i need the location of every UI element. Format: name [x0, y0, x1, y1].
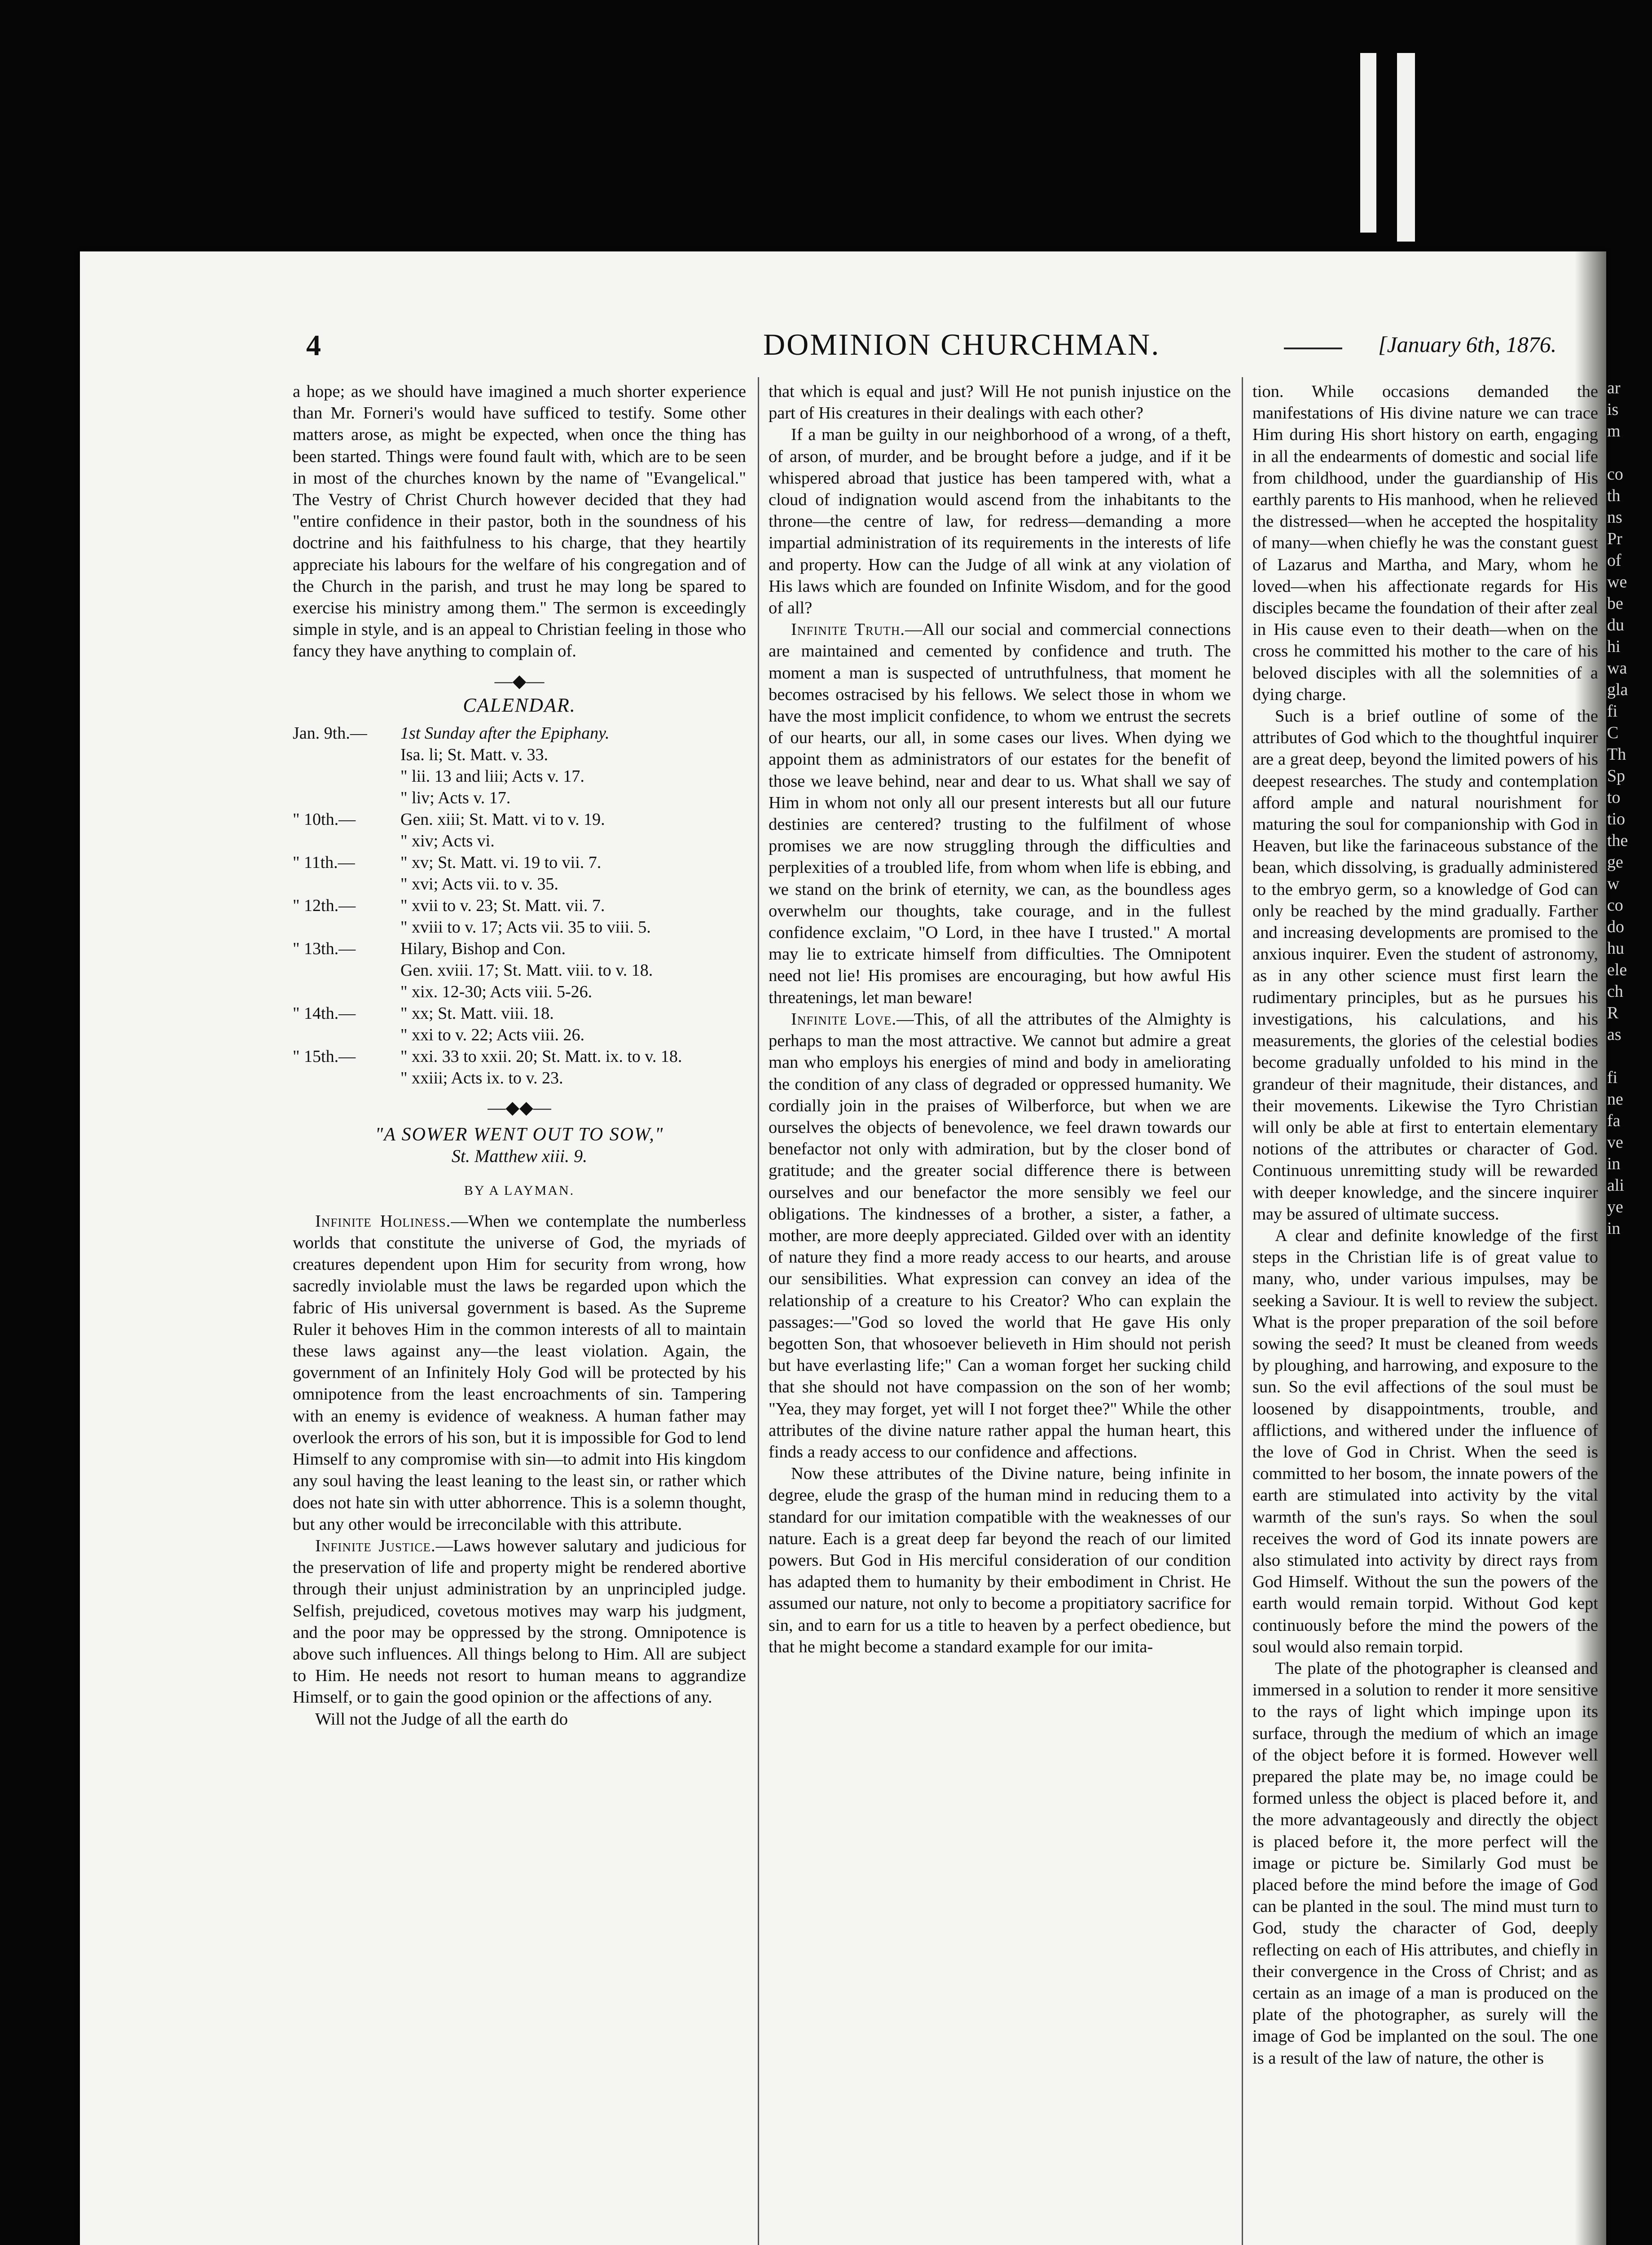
section-heading: Infinite Holiness. [315, 1211, 451, 1231]
ornament-divider: —◆— [494, 670, 545, 691]
edge-fragment: du [1607, 616, 1624, 634]
section-heading: Infinite Justice. [315, 1536, 436, 1555]
edge-fragment: do [1607, 917, 1624, 936]
article-paragraph: If a man be guilty in our neighborhood of a wrong, of a theft, of arson, of murder, and be brought before a judge, and if it be whispered abroad that justice has been tampered with, what a cloud of indignation would ascend from the inhabitants to the throne—the centre of law, for redress—demanding a more impartial administration of its requirements in the interests of life and property. How can the Judge of all wink at any violation of His laws which are founded on Infinite Wisdom, and for the good of all? [769, 425, 1231, 618]
edge-fragment: R [1607, 1004, 1619, 1022]
edge-fragment: hu [1607, 939, 1624, 958]
calendar-title: CALENDAR. [463, 694, 576, 716]
edge-fragment: ge [1607, 853, 1623, 872]
article-paragraph: The plate of the photographer is cleansed and immersed in a solution to render it more sensitive to the rays of light which impinge upon its surface, through the medium of which an image of the object before it is formed. However well prepared the plate may be, no image could be formed unless the object is placed before it, and the more advantageously and directly the object is placed before it, the more perfect will the image or picture be. Similarly God must be placed before the mind before the image of God can be planted in the soul. The mind must turn to God, study the character of God, deeply reflecting on each of His attributes, and chiefly in their convergence in the Cross of Christ; and as certain as an image of a man is produced on the plate of the photographer, as surely will the image of God be implanted on the soul. The one is a result of the law of nature, the other is [1252, 1659, 1598, 2068]
edge-fragment: Th [1607, 745, 1626, 764]
article-paragraph: Infinite Holiness.—When we contemplate the numberless worlds that constitute the universe of God, the myriads of creatures dependent upon Him for security from wrong, how sacredly inviolable must the laws be regarded upon which the fabric of His universal government is based. As the Supreme Ruler it behoves Him in the common interests of all to maintain these laws against any—the least violation. Again, the government of an Infinitely Holy God will be protected by his omnipotence from the least encroachments of sin. Tampering with an enemy is evidence of weakness. A human father may overlook the errors of his son, but it is impossible for God to lend Himself to any compromise with sin—to admit into His kingdom any soul having the least leaning to the least sin, or rather which does not hate sin with utter abhorrence. This is a solemn thought, but any other would be irreconcilable with this attribute. [293, 1211, 746, 1534]
article-paragraph: Such is a brief outline of some of the attributes of God which to the thoughtful inquirer are a great deep, beyond the limited powers of his deepest researches. The study and contemplation afford ample and natural nourishment for maturing the soul for companionship with God in Heaven, but like the farinaceous substance of the bean, which dissolving, is gradually administered to the embryo germ, so a knowledge of God can only be reached by the mind gradually. Farther and increasing developments are promised to the anxious inquirer. Even the student of astronomy, as in any other science must first learn the rudimentary principles, but as he pursues his investigations, his calculations, and his measurements, the glories of the celestial bodies become gradually unfolded to his mind in the grandeur of their magnitude, their distances, and their movements. Likewise the Tyro Christian will only be able at first to entertain elementary notions of the attributes or character of God. Continuous unremitting study will be rewarded with deeper knowledge, and the sincere inquirer may be assured of ultimate success. [1252, 707, 1598, 1224]
edge-fragment: wa [1607, 659, 1627, 678]
binding-mark [1397, 53, 1415, 242]
article-paragraph: tion. While occasions demanded the manifestations of His divine nature we can trace Him during His short history on earth, engaging in all the endearments of domestic and social life from childhood, under the guardianship of His earthly parents to His manhood, when he relieved the distressed—when he accepted the hospitality of many—when chiefly he was the constant guest of Lazarus and Martha, and Mary, whom he loved—when his affectionate regards for His disciples became the foundation of their after zeal in His cause even to their death—when on the cross he committed his mother to the care of his beloved disciples with all the solemnities of a dying charge. [1252, 382, 1598, 704]
edge-fragment: gla [1607, 680, 1628, 699]
issue-date: [January 6th, 1876. [1378, 332, 1557, 357]
calendar-entry: " xxi to v. 22; Acts viii. 26. [400, 1026, 584, 1045]
ornament-divider: —◆◆— [488, 1097, 551, 1118]
edge-fragment: fi [1607, 702, 1618, 721]
article-paragraph: Now these attributes of the Divine nature, being infinite in degree, elude the grasp of the human mind in reducing them to a standard for our imitation compatible with the weaknesses of our nature. Each is a great deep far beyond the reach of our limited powers. But God in His merciful consideration of our condition has adapted them to humanity by their embodiment in Christ. He assumed our nature, not only to become a propitiatory sacrifice for sin, and to earn for us a title to heaven by a perfect obedience, but that he might become a standard example for our imita- [769, 1464, 1231, 1656]
calendar-entry: " 14th.— " xx; St. Matt. viii. 18. [293, 1004, 554, 1023]
edge-fragment: ali [1607, 1176, 1624, 1195]
calendar-entry: " lii. 13 and liii; Acts v. 17. [400, 767, 584, 786]
edge-fragment: Sp [1607, 766, 1626, 785]
edge-fragment: as [1607, 1025, 1621, 1044]
calendar-entry: " xxiii; Acts ix. to v. 23. [400, 1069, 563, 1088]
edge-fragment: ele [1607, 960, 1627, 979]
edge-fragment: co [1607, 465, 1623, 484]
calendar-entry: " 15th.— " xxi. 33 to xxii. 20; St. Matt. ix. to v. 18. [293, 1047, 682, 1066]
calendar-entry: " xiv; Acts vi. [400, 832, 495, 851]
page-number: 4 [306, 329, 321, 362]
edge-fragment: fi [1607, 1068, 1618, 1087]
calendar-entry: " liv; Acts v. 17. [400, 788, 511, 808]
edge-fragment: co [1607, 896, 1623, 915]
calendar-entry: Isa. li; St. Matt. v. 33. [400, 745, 548, 765]
column-rule [1242, 377, 1243, 2245]
edge-fragment: m [1607, 422, 1621, 440]
article-reference: St. Matthew xiii. 9. [451, 1146, 588, 1167]
article-paragraph: Infinite Justice.—Laws however salutary and judicious for the preservation of life and property might be rendered abortive through their unjust administration by an unprincipled judge. Selfish, prejudiced, covetous motives may warp his judgment, and the poor may be oppressed by the strong. Omnipotence is above such influences. All things belong to Him. All are subject to Him. He needs not resort to human means to aggrandize Himself, or to gain the good opinion or the affections of any. [293, 1536, 746, 1707]
column-2 [769, 381, 1231, 1658]
calendar-entry: " 10th.— Gen. xiii; St. Matt. vi to v. 19. [293, 810, 605, 829]
edge-fragment: to [1607, 788, 1621, 807]
calendar-entry: Gen. xviii. 17; St. Matt. viii. to v. 18. [400, 961, 653, 980]
calendar-entry: Jan. 9th.— 1st Sunday after the Epiphany. [293, 724, 610, 743]
article-paragraph: Will not the Judge of all the earth do [315, 1709, 568, 1729]
edge-fragment: hi [1607, 637, 1621, 656]
article-paragraph: A clear and definite knowledge of the first steps in the Christian life is of great value to many, who, under various impulses, may be seeking a Saviour. It is well to review the subject. What is the proper preparation of the soil before sowing the seed? It must be cleaned from weeds by ploughing, and harrowing, and exposure to the sun. So the evil affections of the soul must be loosened by disappointments, trouble, and afflictions, and withered under the influence of the love of God in Christ. When the seed is committed to her bosom, the innate powers of the earth are stimulated into activity by the vital warmth of the sun's rays. So when the soul receives the word of God its innate powers are also stimulated into activity by direct rays from God Himself. Without the sun the powers of the earth would remain torpid. Without God kept continuously before the mind the powers of the soul would also remain torpid. [1252, 1226, 1598, 1656]
masthead: DOMINION CHURCHMAN. [763, 327, 1160, 361]
edge-fragment: ne [1607, 1090, 1623, 1109]
edge-fragment: in [1607, 1154, 1621, 1173]
calendar-entry: " xix. 12-30; Acts viii. 5-26. [400, 982, 593, 1002]
column-rule [758, 377, 759, 2245]
calendar-entry: " 11th.— " xv; St. Matt. vi. 19 to vii. 7. [293, 853, 602, 872]
edge-fragment [1607, 442, 1648, 463]
header-rule [1284, 348, 1342, 349]
edge-fragment: ve [1607, 1133, 1623, 1152]
calendar-list [293, 722, 746, 1089]
next-page-edge-fragments [1607, 377, 1648, 1239]
edge-fragment: ns [1607, 508, 1622, 527]
edge-fragment: th [1607, 486, 1621, 505]
column-1 [293, 381, 746, 1730]
calendar-entry: " 13th.— Hilary, Bishop and Con. [293, 939, 566, 959]
edge-fragment: C [1607, 723, 1619, 742]
article-title: "A SOWER WENT OUT TO SOW," [375, 1124, 664, 1145]
column-3 [1252, 381, 1598, 2069]
byline: BY A LAYMAN. [464, 1183, 575, 1198]
edge-fragment: of [1607, 551, 1621, 570]
calendar-entry: " xviii to v. 17; Acts vii. 35 to viii. 5. [400, 918, 651, 937]
section-heading: Infinite Love. [791, 1009, 897, 1029]
article-paragraph: Infinite Love.—This, of all the attributes of the Almighty is perhaps to man the most attractive. We cannot but admire a great man who employs his energies of mind and body in ameliorating the condition of any class of degraded or oppressed humanity. We cordially join in the praises of Wilberforce, but when we are ourselves the objects of benevolence, we feel drawn towards our benefactor not only with admiration, but by the closer bond of gratitude; and the greater social difference there is between ourselves and our benefactor the more sensibly we feel our obligations. The kindnesses of a brother, a sister, a father, a mother, are more deeply appreciated. Gilded over with an identity of nature they find a more ready access to our hearts, and arouse our sensibilities. What expression can convey an idea of the relationship of a creature to his Creator? Who can explain the passages:—"God so loved the world that He gave His only begotten Son, that whosoever believeth in Him should not perish but have everlasting life;" Can a woman forget her sucking child that she should not have compassion on the son of her womb; "Yea, they may forget, yet will I not forget thee?" While the other attributes of the divine nature rather appal the human heart, this finds a ready access to our confidence and affections. [769, 1009, 1231, 1461]
edge-fragment: we [1607, 572, 1627, 591]
article-paragraph: that which is equal and just? Will He not punish injustice on the part of His creatures in their dealings with each other? [769, 382, 1231, 423]
edge-fragment: fa [1607, 1111, 1621, 1130]
edge-fragment: the [1607, 831, 1628, 850]
edge-fragment: ch [1607, 982, 1623, 1001]
edge-fragment: in [1607, 1219, 1621, 1238]
page-header [0, 251, 1652, 368]
edge-fragment: is [1607, 400, 1619, 419]
edge-fragment: ar [1607, 379, 1621, 397]
edge-fragment [1607, 1045, 1648, 1067]
edge-fragment: Pr [1607, 529, 1622, 548]
edge-fragment: w [1607, 874, 1620, 893]
edge-fragment: ye [1607, 1197, 1623, 1216]
edge-fragment: be [1607, 594, 1623, 613]
article-paragraph: Infinite Truth.—All our social and commercial connections are maintained and cemented by confidence and truth. The moment a man is suspected of untruthfulness, that moment he becomes ostracised by his fellows. We select those in whom we have the most implicit confidence, to whom we entrust the secrets of our hearts, our all, in some cases our lives. When dying we appoint them as administrators of our estates for the benefit of those we leave behind, near and dear to us. What shall we say of Him in whom not only all our present interests but all our future destinies are centered? trusting to the fulfilment of whose promises we are now struggling through the difficulties and perplexities of a troubled life, from whom when life is ebbing, and we stand on the brink of eternity, we can, as the boundless ages overwhelm our thoughts, take courage, and in the fullest confidence exclaim, "O Lord, in thee have I trusted." A mortal may lie to extricate himself from difficulties. The Omnipotent need not lie! His promises are encouraging, but how awful His threatenings, let man beware! [769, 620, 1231, 1007]
calendar-entry: " xvi; Acts vii. to v. 35. [400, 875, 558, 894]
continuation-paragraph: a hope; as we should have imagined a much shorter experience than Mr. Forneri's would have sufficed to testify. Some other matters arose, as might be expected, when once the thing has been started. Things were found fault with, which are to be seen in most of the churches known by the name of "Evangelical." The Vestry of Christ Church however decided that they had "entire confidence in their pastor, both in the soundness of his doctrine and his faithfulness to his charge, that they heartily appreciate his labours for the welfare of his congregation and of the Church in the parish, and trust he may long be spared to exercise his ministry among them." The sermon is exceedingly simple in style, and is an appeal to Christian feeling in those who fancy they have anything to complain of. [293, 382, 746, 661]
edge-fragment: tio [1607, 810, 1626, 828]
calendar-entry: " 12th.— " xvii to v. 23; St. Matt. vii. 7. [293, 896, 605, 916]
binding-mark [1360, 53, 1376, 233]
section-heading: Infinite Truth. [791, 620, 905, 639]
